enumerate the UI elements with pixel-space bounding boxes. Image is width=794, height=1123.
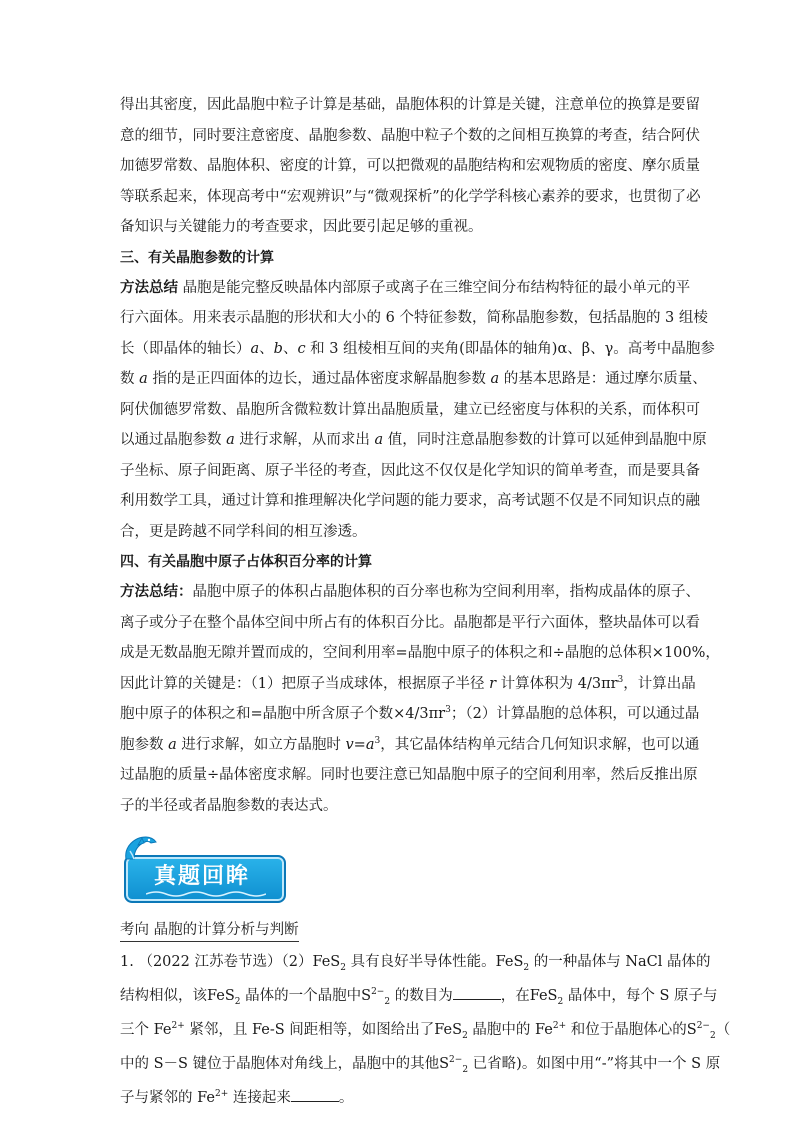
superscript: 2+ bbox=[552, 1021, 567, 1032]
text-span: 的一种晶体与 bbox=[529, 954, 626, 970]
text-line: 备知识与关键能力的考查要求，因此要引起足够的重视。 bbox=[120, 219, 483, 235]
variable: a bbox=[374, 432, 384, 448]
text-line: 阿伏伽德罗常数、晶胞所含微粒数计算出晶胞质量，建立已经密度与体积的关系，而体积可 bbox=[120, 401, 700, 418]
exam-direction-heading bbox=[120, 915, 680, 945]
text-line bbox=[120, 730, 700, 761]
text-line bbox=[120, 699, 700, 730]
text-span: 因此计算的关键是：（1）把原子当成球体，根据原子半径 bbox=[120, 675, 490, 692]
text-line: 子坐标、原子间距离、原子半径的考查，因此这不仅仅是化学知识的简单考查，而是要具备 bbox=[120, 462, 700, 479]
subscript: 2 bbox=[234, 996, 241, 1007]
text-line bbox=[120, 945, 711, 979]
superscript: 3 bbox=[445, 705, 451, 716]
text-line bbox=[120, 669, 696, 700]
subscript: 2 bbox=[462, 1064, 469, 1075]
variable: a bbox=[490, 371, 500, 387]
subscript: 2 bbox=[384, 996, 391, 1007]
superscript: 2+ bbox=[214, 1089, 229, 1100]
text-span: 的数目为 bbox=[390, 988, 453, 1004]
formula: S bbox=[439, 1056, 450, 1072]
text-span: 连接起来 bbox=[228, 1090, 291, 1106]
text-span: ，其它晶体结构单元结合几何知识求解，也可以通 bbox=[380, 736, 700, 753]
text-span: 胞参数 bbox=[120, 736, 169, 753]
text-span: 具有良好半导体性能。 bbox=[345, 954, 496, 970]
subscript: 2 bbox=[709, 1030, 716, 1041]
text-span: 指的是正四面体的边长，通过晶体密度求解晶胞参数 bbox=[147, 371, 491, 387]
text-span: 以通过晶胞参数 bbox=[120, 432, 227, 448]
question-source: （2022 江苏卷节选）（2） bbox=[138, 954, 313, 970]
variable: b bbox=[273, 340, 283, 357]
variable: a bbox=[168, 736, 177, 753]
text-line bbox=[120, 273, 691, 304]
text-span: ，在 bbox=[500, 988, 530, 1004]
text-span: 中的 S－S 键位于晶胞体对角线上，晶胞中的其他 bbox=[120, 1056, 440, 1072]
variable: c bbox=[297, 340, 306, 357]
text-line: 成是无数晶胞无隙并置而成的，空间利用率=晶胞中原子的体积之和÷晶胞的总体积×100%， bbox=[120, 645, 720, 661]
text-line: 离子或分子在整个晶体空间中所占有的体积百分比。晶胞都是平行六面体，整块晶体可以看 bbox=[120, 614, 700, 631]
section-heading-3: 三、有关晶胞参数的计算 bbox=[120, 249, 274, 266]
formula: NaCl bbox=[625, 954, 663, 970]
review-banner bbox=[120, 829, 290, 909]
variable: r bbox=[489, 675, 497, 692]
subscript: 2 bbox=[462, 1030, 468, 1041]
superscript: 2− bbox=[449, 1055, 463, 1066]
text-line: 得出其密度，因此晶胞中粒子计算是基础，晶胞体积的计算是关键，注意单位的换算是要留 bbox=[120, 97, 700, 113]
question-number: 1. bbox=[120, 954, 134, 970]
superscript: 3 bbox=[617, 674, 624, 685]
text-span: （ bbox=[715, 1022, 731, 1038]
text-span: 晶体的一个晶胞中 bbox=[240, 988, 362, 1004]
section-heading-4: 四、有关晶胞中原子占体积百分率的计算 bbox=[120, 554, 372, 570]
superscript: 3 bbox=[374, 735, 381, 746]
text-span: 长（即晶体的轴长） bbox=[120, 340, 251, 357]
text-line bbox=[120, 577, 700, 608]
superscript: 2− bbox=[696, 1021, 710, 1032]
answer-blank[interactable] bbox=[291, 1087, 339, 1102]
text-span: 晶体的 bbox=[662, 954, 711, 970]
text-line bbox=[120, 1013, 731, 1047]
text-line bbox=[120, 1081, 680, 1115]
text-span: 和位于晶胞体心的 bbox=[566, 1022, 687, 1038]
variable: a bbox=[250, 340, 260, 357]
formula: FeS bbox=[495, 954, 524, 970]
formula: FeS bbox=[207, 988, 235, 1004]
text-span: 和 3 组棱相互间的夹角(即晶体的轴角)α、β、γ。高考中晶胞参 bbox=[305, 340, 715, 357]
intro-paragraph bbox=[120, 90, 701, 243]
variable: a bbox=[226, 432, 235, 448]
subscript: 2 bbox=[523, 962, 530, 973]
text-span: 子与紧邻的 Fe bbox=[120, 1090, 215, 1106]
variable: a bbox=[139, 371, 148, 387]
text-span: 进行求解，从而求出 bbox=[234, 432, 375, 448]
text-line: 意的细节，同时要注意密度、晶胞参数、晶胞中粒子个数的之间相互换算的考查，结合阿伏 bbox=[120, 127, 700, 144]
text-span: 进行求解，如立方晶胞时 bbox=[176, 736, 346, 753]
answer-blank[interactable] bbox=[453, 985, 501, 1000]
text-span: 胞中原子的体积之和=晶胞中所含原子个数×4/3πr bbox=[120, 706, 446, 722]
formula: FeS bbox=[312, 954, 341, 970]
formula: S bbox=[361, 988, 372, 1004]
summary-lead: 方法总结 bbox=[120, 279, 178, 296]
text-line bbox=[120, 979, 718, 1013]
wave-icon bbox=[146, 890, 266, 898]
text-line: 加德罗常数、晶胞体积、密度的计算，可以把微观的晶胞结构和宏观物质的密度、摩尔质量 bbox=[120, 158, 700, 174]
text-span: 紧邻，且 Fe-S 间距相等，如图给出了 bbox=[184, 1022, 435, 1038]
text-line: 过晶胞的质量÷晶体密度求解。同时也要注意已知晶胞中原子的空间利用率，然后反推出原 bbox=[120, 767, 698, 783]
subscript: 2 bbox=[557, 996, 564, 1007]
dolphin-icon bbox=[120, 829, 160, 869]
text-span: ，计算出晶 bbox=[623, 675, 696, 692]
banner-title: 真题回眸 bbox=[154, 864, 251, 889]
text-span: 已省略)。如图中用“-”将其中一个 S 原 bbox=[468, 1056, 721, 1072]
question-1 bbox=[120, 945, 731, 1115]
exam-direction-title: 考向 晶胞的计算分析与判断 bbox=[120, 922, 299, 942]
text-span: 、 bbox=[282, 340, 298, 357]
text-line: 合，更是跨越不同学科间的相互渗透。 bbox=[120, 523, 367, 540]
text-line: 利用数学工具，通过计算和推理解决化学问题的能力要求，高考试题不仅是不同知识点的融 bbox=[120, 493, 700, 509]
text-line bbox=[120, 1047, 721, 1081]
text-span: 、 bbox=[259, 340, 274, 357]
text-span: 晶胞中原子的体积占晶胞体积的百分率也称为空间利用率，指构成晶体的原子、 bbox=[192, 584, 700, 600]
text-span: 。 bbox=[338, 1090, 354, 1106]
text-span: ；（2）计算晶胞的总体积，可以通过晶 bbox=[450, 706, 700, 722]
text-line: 子的半径或者晶胞参数的表达式。 bbox=[120, 797, 338, 814]
text-span: 值，同时注意晶胞参数的计算可以延伸到晶胞中原 bbox=[383, 432, 707, 448]
superscript: 2+ bbox=[171, 1021, 185, 1032]
variable: v=a bbox=[345, 736, 375, 753]
text-span: 结构相似，该 bbox=[120, 988, 207, 1004]
text-line bbox=[120, 364, 707, 395]
text-line bbox=[120, 425, 707, 456]
text-span: 的基本思路是：通过摩尔质量、 bbox=[499, 371, 707, 387]
text-span: 数 bbox=[120, 371, 140, 387]
subscript: 2 bbox=[340, 962, 346, 973]
formula: FeS bbox=[434, 1022, 463, 1038]
text-span: 晶体中，每个 S 原子与 bbox=[563, 988, 718, 1004]
text-span: 晶胞中的 Fe bbox=[467, 1022, 553, 1038]
section3-paragraph bbox=[120, 273, 715, 548]
text-line: 等联系起来，体现高考中“宏观辨识”与“微观探析”的化学学科核心素养的要求，也贯彻了必 bbox=[120, 188, 701, 205]
text-line: 行六面体。用来表示晶胞的形状和大小的 6 个特征参数，简称晶胞参数，包括晶胞的 3 组棱 bbox=[120, 310, 708, 326]
summary-lead: 方法总结： bbox=[120, 584, 193, 600]
formula: FeS bbox=[529, 988, 558, 1004]
text-line bbox=[120, 334, 715, 365]
formula: S bbox=[686, 1022, 697, 1038]
text-span: 计算体积为 4/3πr bbox=[496, 675, 618, 692]
superscript: 2− bbox=[371, 987, 385, 998]
document-body bbox=[120, 90, 731, 1115]
text-span: 晶胞是能完整反映晶体内部原子或离子在三维空间分布结构特征的最小单元的平 bbox=[178, 279, 691, 296]
text-span: 三个 Fe bbox=[120, 1022, 172, 1038]
section4-paragraph bbox=[120, 577, 720, 821]
